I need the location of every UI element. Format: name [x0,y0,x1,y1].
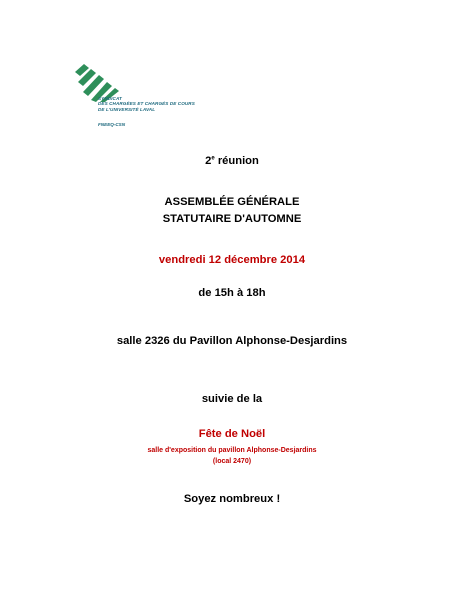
assembly-title-line-2: STATUTAIRE D'AUTOMNE [162,213,302,225]
org-line-1: SYNDICAT [98,96,122,101]
party-location-line-1: salle d'exposition du pavillon Alphonse-Desjardins [147,447,317,454]
party-location-line-2: (local 2470) [212,458,252,465]
closing-text: Soyez nombreux ! [183,493,281,505]
meeting-date: vendredi 12 décembre 2014 [158,254,306,266]
meeting-number-value: 2 [205,155,212,167]
meeting-location: salle 2326 du Pavillon Alphonse-Desjardins [116,335,348,347]
meeting-number [0,155,464,167]
affiliation-label: FNEEQ-CSN [98,122,126,127]
meeting-time: de 15h à 18h [198,287,266,299]
org-line-2: DES CHARGÉES ET CHARGÉS DE COURS [98,101,195,107]
meeting-number-suffix: e [211,155,215,162]
meeting-number-rest: réunion [214,155,259,167]
followed-by-text: suivie de la [201,393,263,405]
assembly-title-line-1: ASSEMBLÉE GÉNÉRALE [164,196,300,208]
organization-name [98,96,195,112]
party-title: Fête de Noël [198,428,266,440]
org-line-3: DE L'UNIVERSITÉ LAVAL [98,106,156,112]
